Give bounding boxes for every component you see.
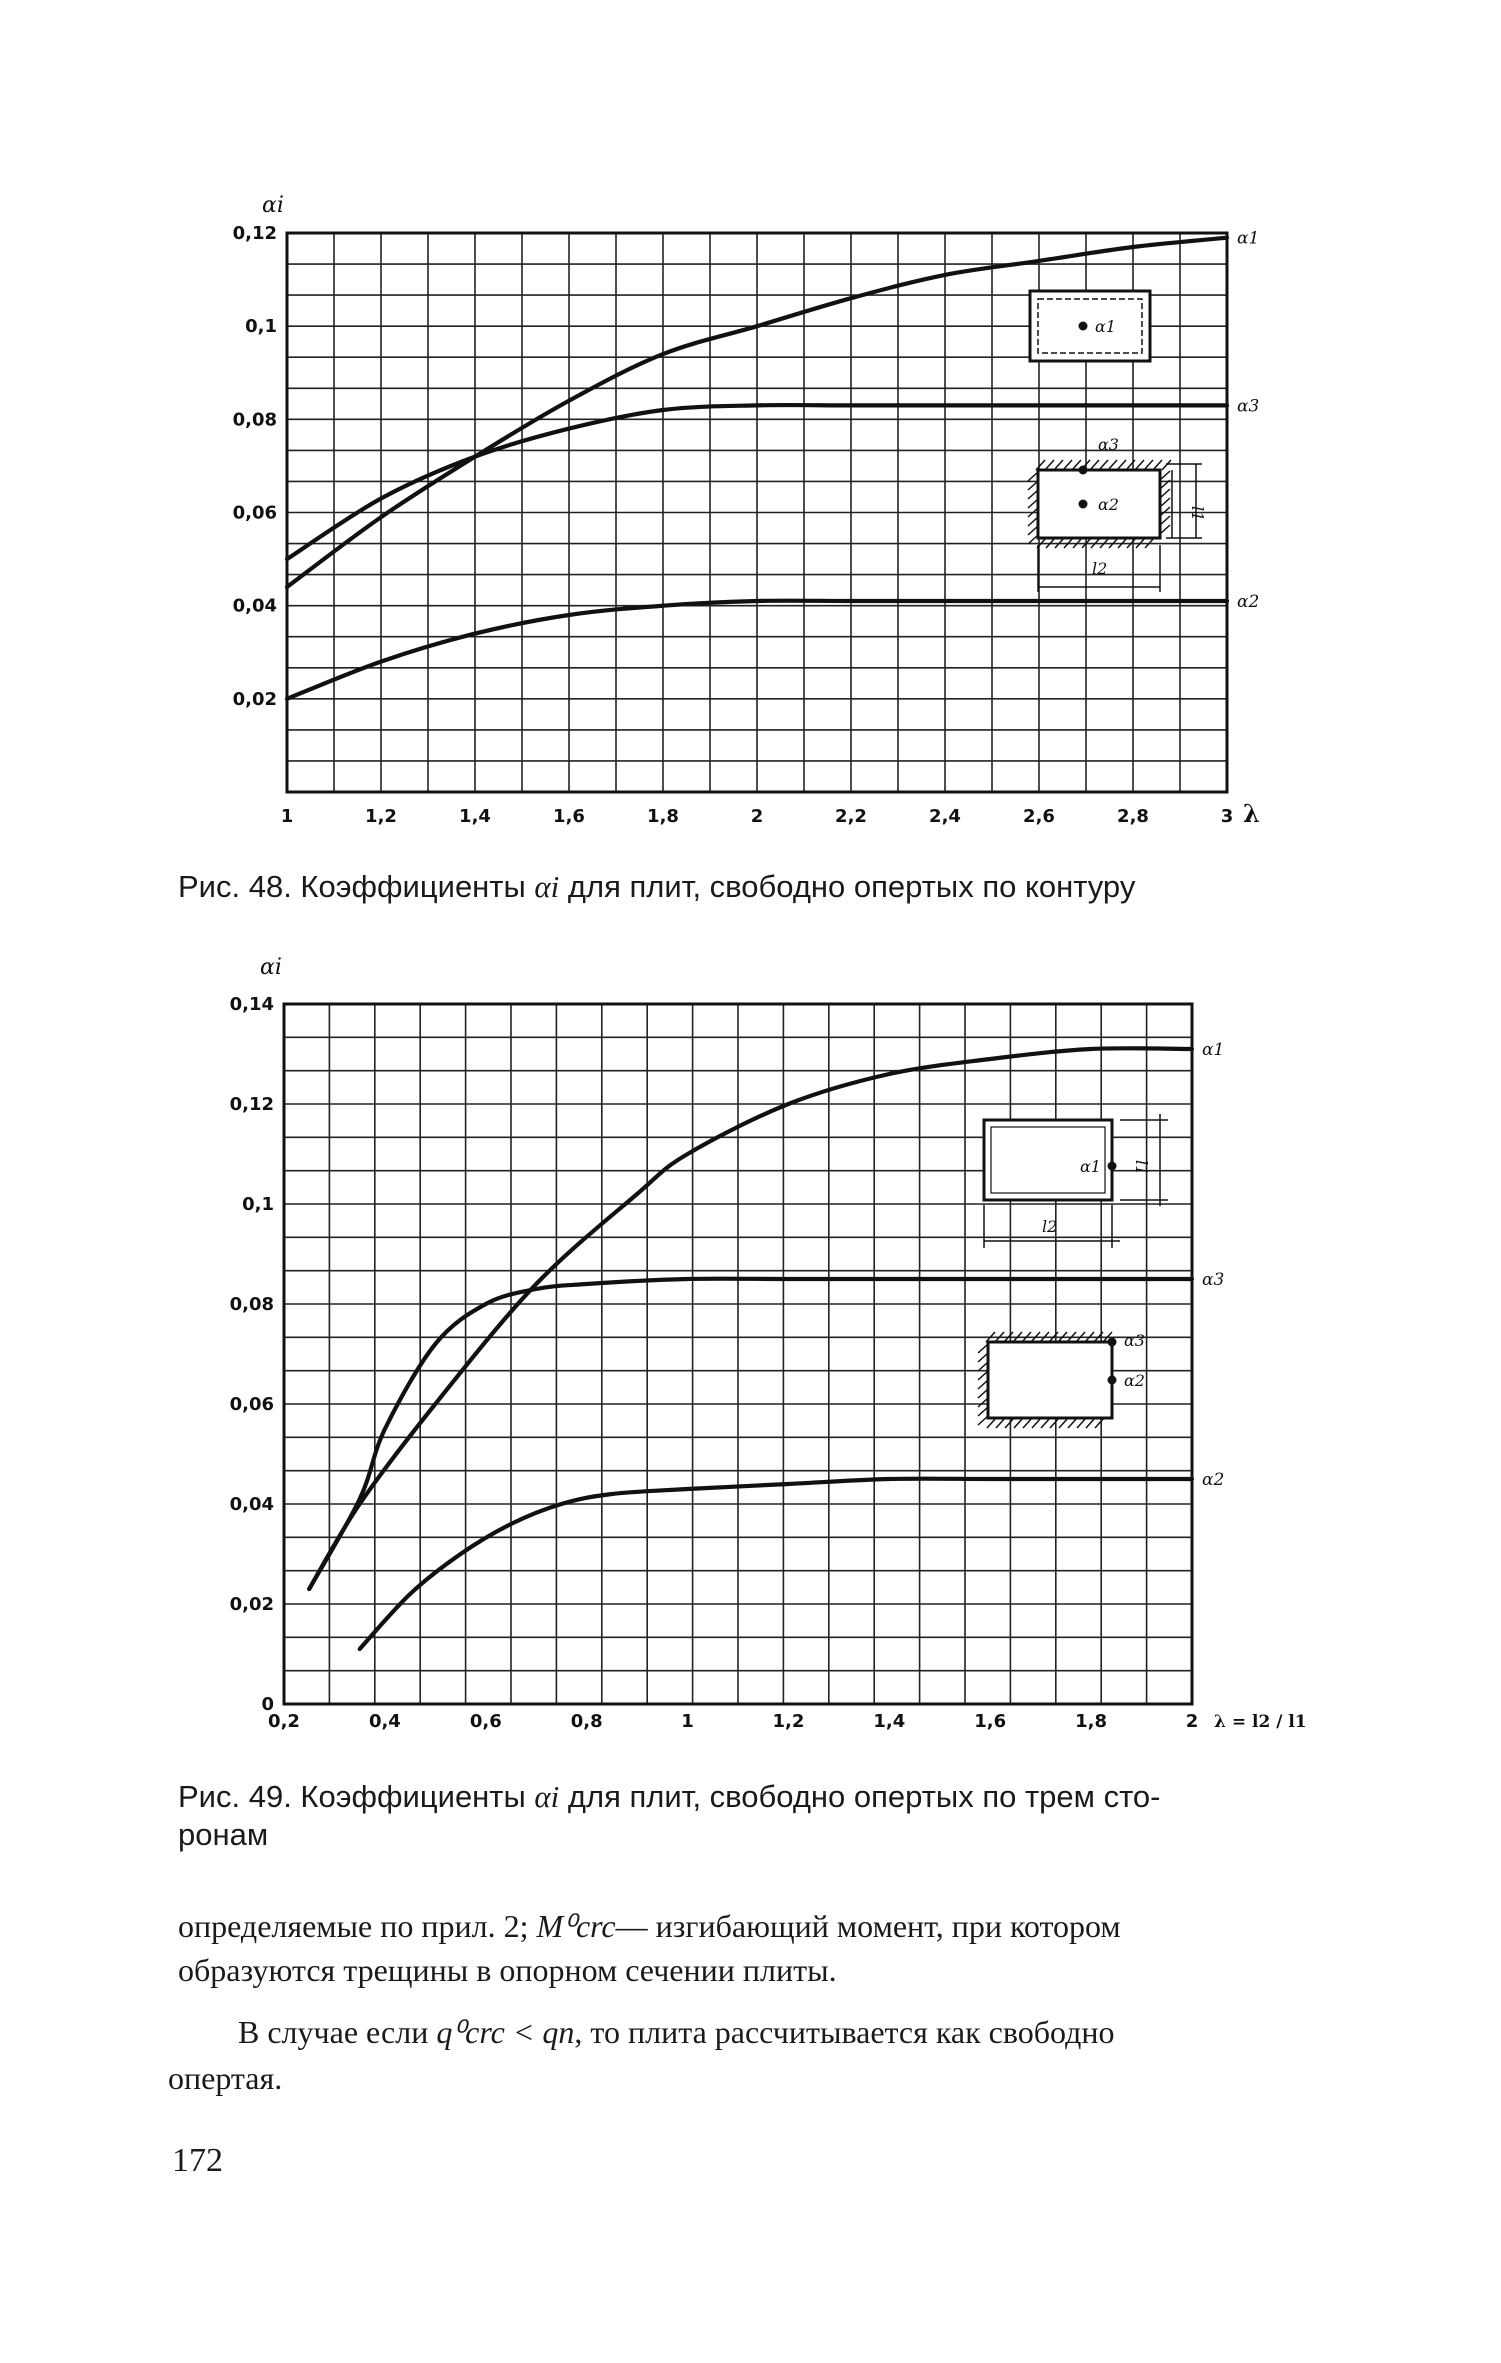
x-tick-label: 1,2 <box>365 806 397 827</box>
series-label-2: α3 <box>1202 1270 1225 1290</box>
y-tick-label: 0,12 <box>229 1094 274 1115</box>
x-tick-label: 2 <box>1185 1711 1199 1732</box>
x-tick-label: 1 <box>280 806 294 827</box>
body-para2-line1: В случае если q⁰crc < qn, то плита рассчитывается как свободно <box>238 2014 1115 2050</box>
y-tick-label: 0,06 <box>229 1394 274 1415</box>
x-tick-label: 1,4 <box>459 806 491 827</box>
fig49-caption-line1: Рис. 49. Коэффициенты αi для плит, свободно опертых по трем сто- <box>178 1779 1161 1814</box>
y-tick-label: 0,02 <box>232 688 277 710</box>
series-label-2: α3 <box>1237 396 1260 417</box>
x-tick-label: 2,8 <box>1117 806 1149 827</box>
y-axis-label: αi <box>260 955 282 980</box>
x-tick-label: 2,6 <box>1023 806 1055 827</box>
x-axis-label: λ = l2 / l1 <box>1214 1712 1307 1732</box>
series-label-1: α1 <box>1237 228 1260 249</box>
series-label-3: α2 <box>1202 1470 1225 1490</box>
x-axis-label: λ <box>1243 799 1260 828</box>
y-tick-label: 0,08 <box>229 1294 274 1315</box>
y-tick-label: 0,1 <box>242 1194 274 1215</box>
x-tick-label: 0,4 <box>368 1711 401 1732</box>
x-tick-label: 2,4 <box>929 806 961 827</box>
x-tick-label: 1,2 <box>772 1711 805 1732</box>
y-tick-label: 0,06 <box>232 502 277 524</box>
x-tick-label: 1,8 <box>647 806 679 827</box>
fig48-inset-a2: α2 <box>1098 495 1119 514</box>
y-tick-label: 0,04 <box>229 1494 274 1515</box>
x-tick-label: 0,6 <box>469 1711 502 1732</box>
y-tick-label: 0,04 <box>232 595 277 617</box>
fig49-inset-a3: α3 <box>1124 1331 1145 1350</box>
fig49-inset-l2: l2 <box>1042 1217 1058 1236</box>
y-tick-label: 0,08 <box>232 409 277 431</box>
x-tick-label: 3 <box>1220 806 1234 827</box>
page-number: 172 <box>172 2142 223 2179</box>
x-tick-label: 1 <box>681 1711 694 1732</box>
y-tick-label: 0,12 <box>232 223 277 244</box>
fig49-inset-a2: α2 <box>1124 1371 1145 1390</box>
x-tick-label: 2 <box>750 806 764 827</box>
x-tick-label: 1,4 <box>873 1711 906 1732</box>
fig48-inset-l2: l2 <box>1092 559 1108 578</box>
fig48-inset-a1: α1 <box>1095 317 1116 336</box>
fig48-caption: Рис. 48. Коэффициенты αi для плит, свободно опертых по контуру <box>178 869 1136 904</box>
x-tick-label: 0,2 <box>268 1711 300 1732</box>
y-tick-label: 0 <box>261 1694 274 1715</box>
x-tick-label: 1,6 <box>553 806 585 827</box>
y-tick-label: 0,14 <box>229 994 274 1015</box>
y-axis-label: αi <box>262 193 284 218</box>
fig49-inset-plate <box>984 1114 1168 1248</box>
fig49-inset-a1: α1 <box>1080 1157 1101 1176</box>
y-tick-label: 0,02 <box>229 1594 274 1615</box>
x-tick-label: 1,8 <box>1075 1711 1108 1732</box>
x-tick-label: 0,8 <box>570 1711 603 1732</box>
series-line-2 <box>309 1279 1192 1589</box>
fig49-inset-l1: l1 <box>1132 1160 1151 1176</box>
body-para1-line1: определяемые по прил. 2; M⁰crc— изгибающий момент, при котором <box>178 1908 1121 1944</box>
fig49-inset-three-sides <box>978 1331 1145 1428</box>
x-tick-label: 1,6 <box>974 1711 1007 1732</box>
y-tick-label: 0,1 <box>245 316 277 338</box>
body-para2-line2: опертая. <box>168 2060 283 2096</box>
series-label-1: α1 <box>1202 1040 1225 1060</box>
fig48-inset-l1: l1 <box>1188 506 1207 522</box>
fig48-inset-a3: α3 <box>1098 435 1119 454</box>
fig49-caption-line2: ронам <box>178 1817 269 1852</box>
body-para1-line2: образуются трещины в опорном сечении плиты. <box>178 1952 837 1988</box>
x-tick-label: 2,2 <box>835 806 867 827</box>
series-label-3: α2 <box>1237 592 1260 613</box>
